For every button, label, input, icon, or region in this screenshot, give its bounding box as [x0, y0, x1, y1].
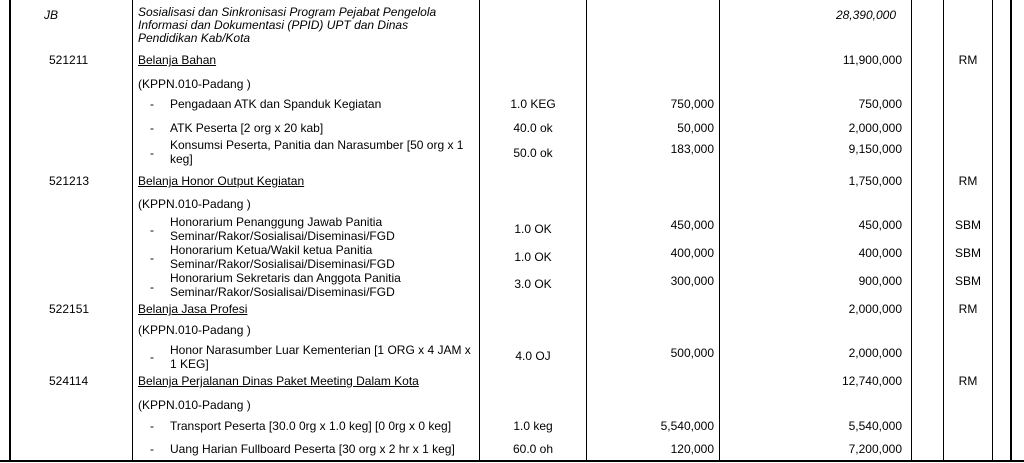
grid-line [132, 0, 133, 462]
item-description: Konsumsi Peserta, Panitia dan Narasumber [50 org x 1 keg] [170, 138, 464, 166]
account-total: 1,750,000 [848, 174, 902, 188]
item-dash: - [150, 97, 154, 111]
account-source: RM [958, 174, 978, 188]
item-description: Honorarium Ketua/Wakil ketua Panitia Seminar/Rakor/Sosialisai/Diseminasi/FGD [170, 243, 395, 271]
item-amount: 7,200,000 [848, 442, 902, 456]
account-office: (KPPN.010-Padang ) [138, 398, 251, 412]
item-volume: 1.0 KEG [510, 97, 556, 111]
item-description: Honor Narasumber Luar Kementerian [1 ORG x 4 JAM x 1 KEG] [170, 343, 471, 371]
item-volume: 1.0 OK [514, 222, 552, 236]
account-office: (KPPN.010-Padang ) [138, 77, 251, 91]
grid-line [1010, 0, 1012, 462]
item-volume: 3.0 OK [514, 277, 552, 291]
item-volume: 4.0 OJ [515, 349, 551, 363]
item-price: 500,000 [670, 346, 714, 360]
item-description: Honorarium Sekretaris dan Anggota Panitia Seminar/Rakor/Sosialisai/Diseminasi/FGD [170, 271, 401, 299]
item-dash: - [150, 350, 154, 364]
account-code: 521213 [49, 174, 90, 188]
item-dash: - [150, 223, 154, 237]
item-amount: 450,000 [858, 218, 902, 232]
account-total: 11,900,000 [842, 53, 902, 67]
item-amount: 750,000 [858, 97, 902, 111]
top-description: Sosialisasi dan Sinkronisasi Program Pejabat Pengelola Informasi dan Dokumentasi (PPID) UPT dan Dinas Pendidikan Kab/Kota [138, 5, 437, 45]
item-dash: - [150, 419, 154, 433]
item-description: Pengadaan ATK dan Spanduk Kegiatan [170, 97, 382, 111]
account-code: 524114 [49, 374, 89, 388]
item-amount: 400,000 [858, 246, 902, 260]
item-dash: - [150, 442, 154, 456]
top-code: JB [44, 8, 59, 22]
item-price: 120,000 [670, 442, 714, 456]
account-office: (KPPN.010-Padang ) [138, 197, 251, 211]
account-source: RM [958, 302, 978, 316]
item-volume: 40.0 ok [513, 121, 553, 135]
account-total: 12,740,000 [841, 374, 902, 388]
account-code: 521211 [49, 53, 89, 67]
item-price: 50,000 [677, 121, 714, 135]
item-amount: 9,150,000 [848, 142, 902, 156]
item-volume: 50.0 ok [513, 146, 553, 160]
item-dash: - [150, 280, 154, 294]
item-amount: 5,540,000 [848, 419, 902, 433]
account-title: Belanja Honor Output Kegiatan [138, 174, 305, 188]
item-price: 750,000 [670, 97, 714, 111]
item-amount: 2,000,000 [848, 121, 902, 135]
item-price: 450,000 [670, 218, 714, 232]
item-description: Uang Harian Fullboard Peserta [30 org x 2 hr x 1 keg] [170, 442, 455, 456]
item-source: SBM [954, 218, 981, 232]
top-total: 28,390,000 [835, 8, 896, 22]
item-price: 183,000 [670, 142, 714, 156]
account-title: Belanja Bahan [138, 53, 217, 67]
item-description: ATK Peserta [2 org x 20 kab] [170, 121, 324, 135]
item-volume: 1.0 OK [514, 250, 552, 264]
account-code: 522151 [49, 302, 90, 316]
item-amount: 900,000 [858, 274, 902, 288]
account-title: Belanja Jasa Profesi [138, 302, 248, 316]
item-price: 400,000 [670, 246, 714, 260]
account-title: Belanja Perjalanan Dinas Paket Meeting Dalam Kota [138, 374, 419, 388]
item-description: Transport Peserta [30.0 0rg x 1.0 keg] [0 0rg x 0 keg] [170, 419, 452, 433]
item-description: Honorarium Penanggung Jawab Panitia Seminar/Rakor/Sosialisai/Diseminasi/FGD [170, 215, 395, 243]
account-office: (KPPN.010-Padang ) [138, 323, 251, 337]
item-price: 5,540,000 [660, 419, 714, 433]
grid-line [719, 0, 720, 462]
account-total: 2,000,000 [848, 302, 902, 316]
item-amount: 2,000,000 [848, 346, 902, 360]
item-source: SBM [954, 274, 981, 288]
item-volume: 60.0 oh [512, 442, 554, 456]
item-dash: - [150, 251, 154, 265]
item-source: SBM [954, 246, 981, 260]
item-volume: 1.0 keg [513, 419, 553, 433]
grid-line [586, 0, 587, 462]
item-dash: - [150, 146, 154, 160]
item-dash: - [150, 121, 154, 135]
item-price: 300,000 [670, 274, 714, 288]
grid-line [9, 0, 11, 462]
account-source: RM [958, 374, 978, 388]
account-source: RM [958, 53, 978, 67]
grid-line [0, 460, 1024, 462]
grid-line [911, 0, 912, 462]
